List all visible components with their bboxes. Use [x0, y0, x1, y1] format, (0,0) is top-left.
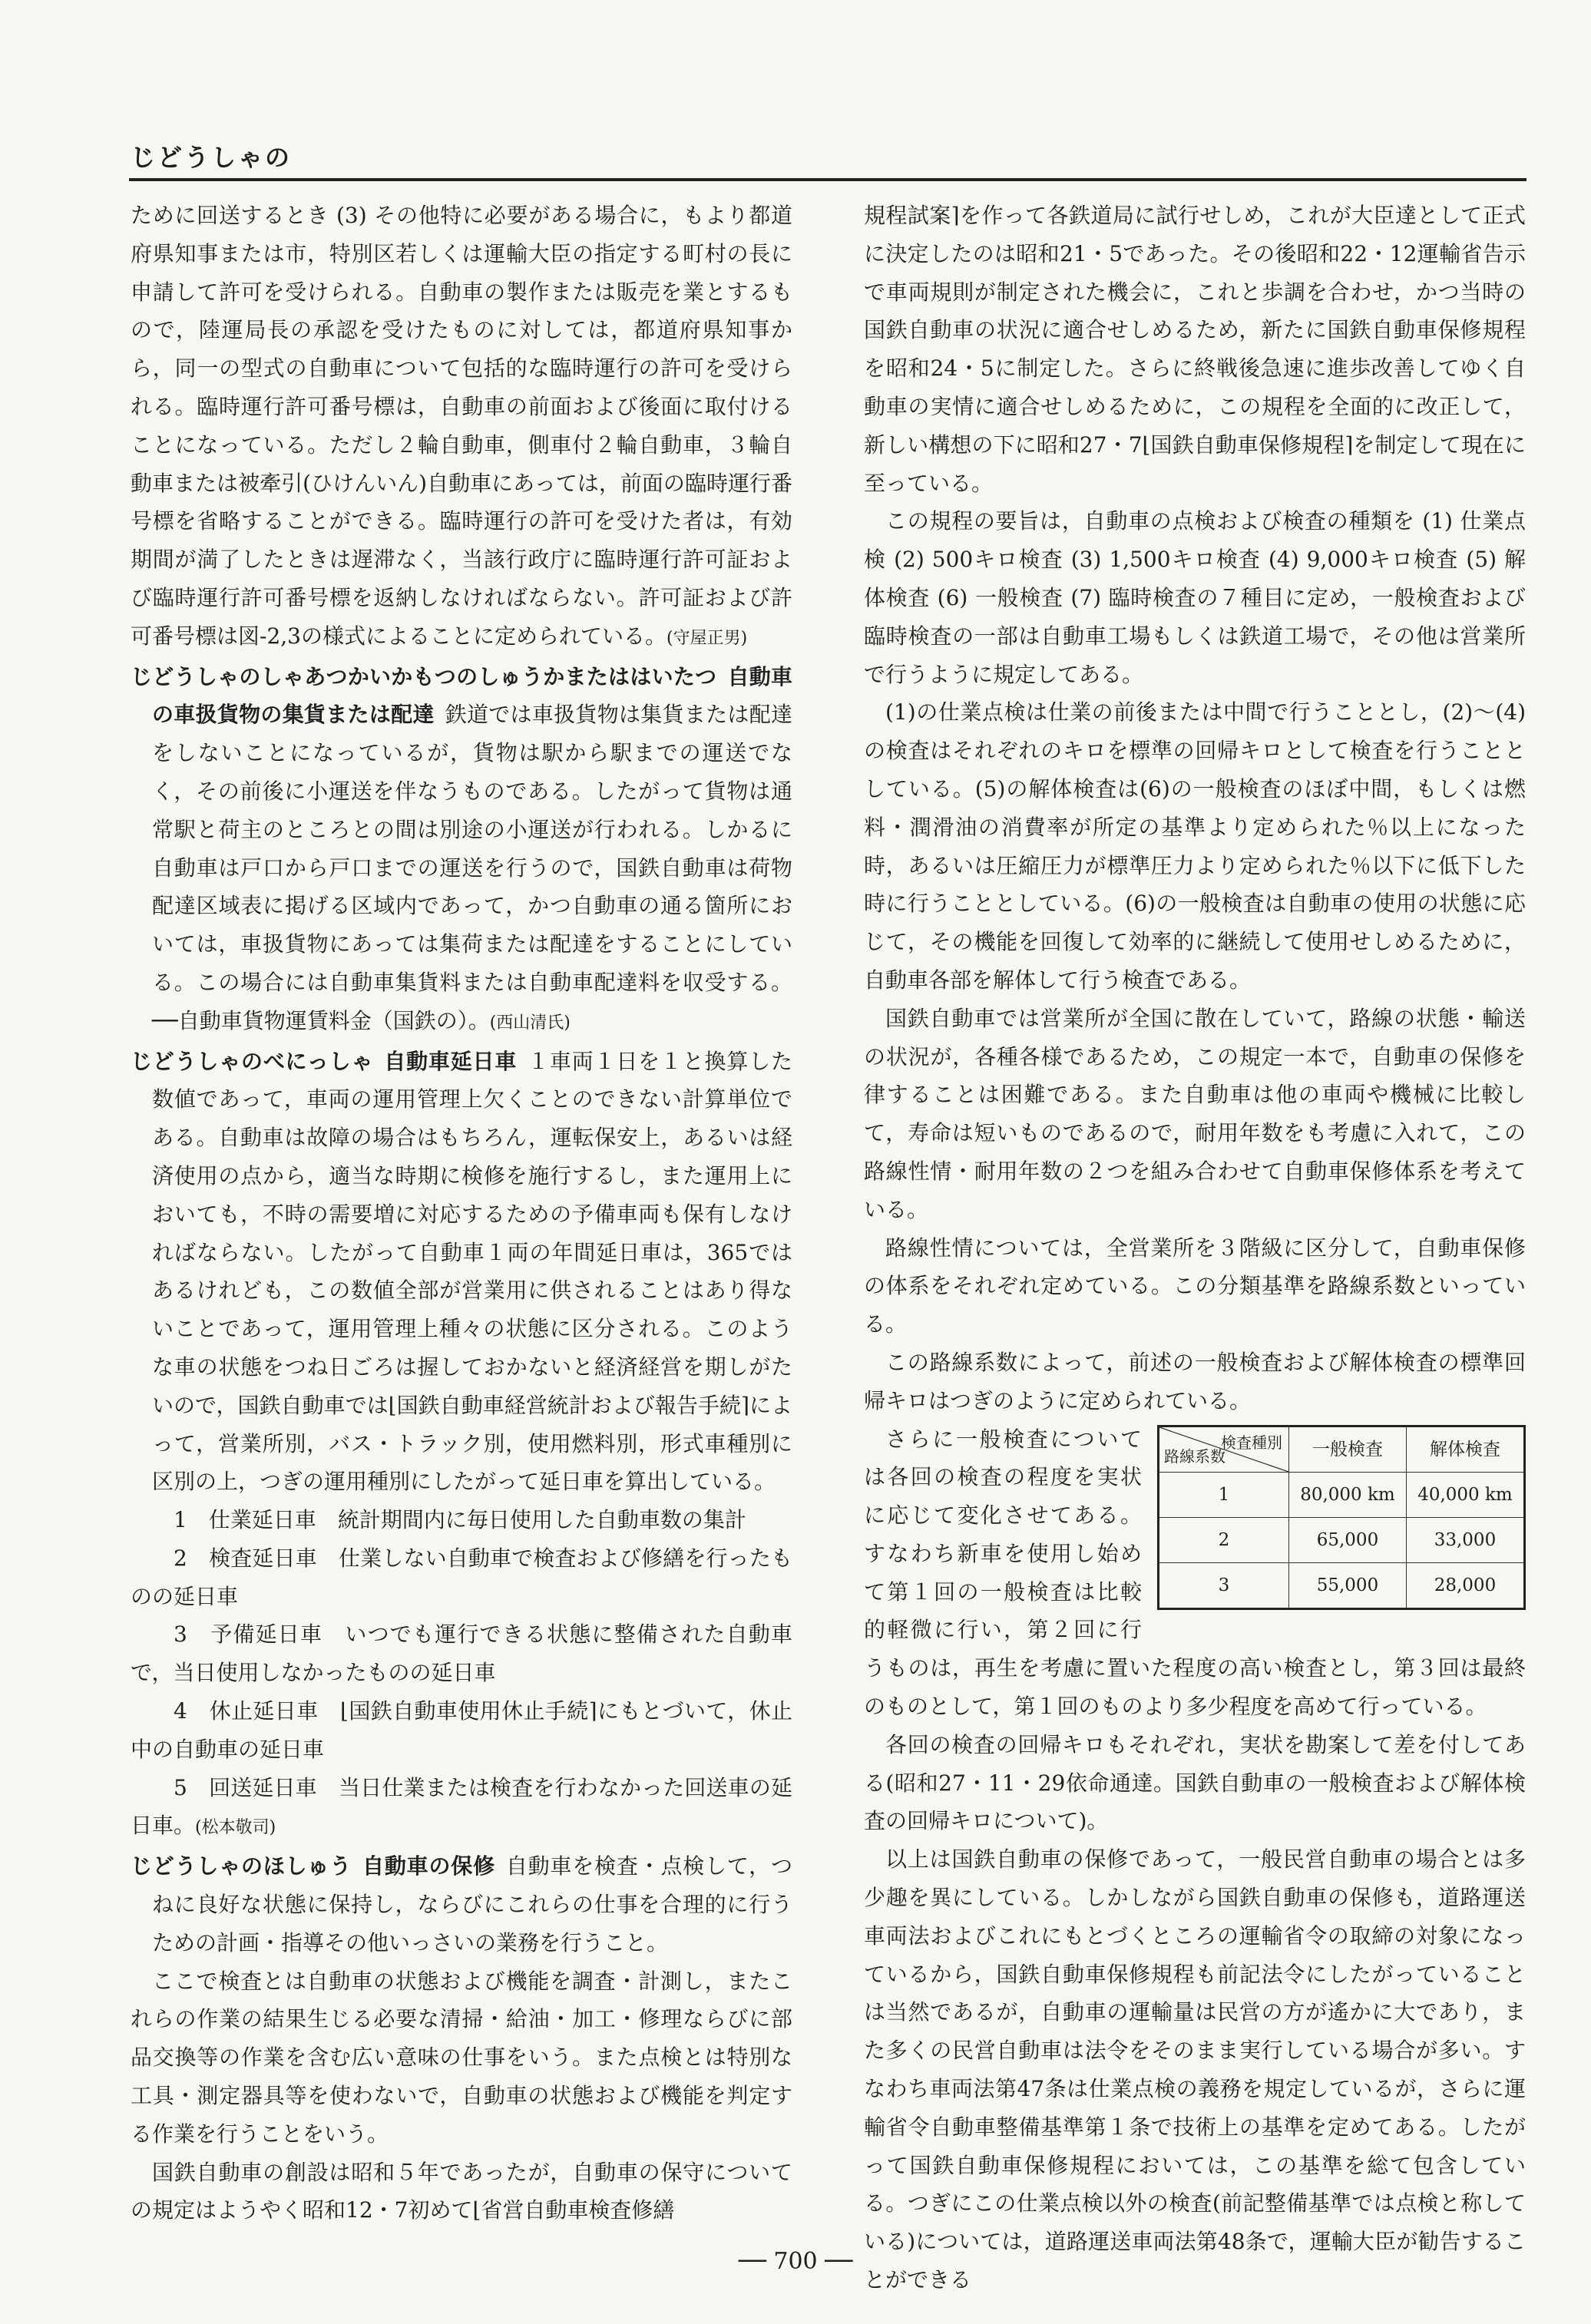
paragraph: (1)の仕業点検は仕業の前後または中間で行うこととし，(2)～(4)の検査はそれぞれのキロを標準の回帰キロとして検査を行うこととしている。(5)の解体検査は(6)の一般検査のほぼ中間，もしくは燃料・潤滑油の消費率が所定の基準より定められた％以上になった時，あるいは圧縮圧力が標準圧力より定められた％以下に低下した時に行うこととしている。(6)の一般検査は自動車の使用の状態に応じて，その機能を回復して効率的に継続して使用せしめるために，自動車各部を解体して行う検査である。	[864, 699, 1526, 993]
table-cell: 55,000	[1289, 1562, 1407, 1608]
table-cell: 33,000	[1406, 1517, 1524, 1562]
list-item	[131, 1501, 792, 1539]
paragraph: 路線性情については，全営業所を３階級に区分して，自動車保修の体系をそれぞれ定めている。この分類基準を路線系数といっている。	[864, 1235, 1526, 1337]
entry-headword: じどうしゃのしゃあつかいかもつのしゅうかまたははいたつ	[131, 663, 717, 689]
table-cell: 1	[1159, 1472, 1289, 1517]
list-item	[131, 1615, 792, 1692]
list-desc: 当日仕業または検査を行わなかった回送車の延日車。	[131, 1774, 792, 1839]
list-number: 4	[174, 1698, 187, 1724]
list-desc: ⌊国鉄自動車使用休止手続⌉にもとづいて，休止中の自動車の延日車	[131, 1698, 792, 1762]
table-row	[1159, 1472, 1525, 1517]
corner-label-bottom: 路線系数	[1164, 1446, 1226, 1466]
table-cell: 28,000	[1406, 1562, 1524, 1608]
inspection-interval-table	[1157, 1425, 1526, 1610]
list-item	[131, 1769, 792, 1848]
entry-heading: 自動車の車扱貨物の集貨または配達	[152, 663, 792, 728]
running-head: じどうしゃの	[131, 143, 293, 172]
table-cell: 65,000	[1289, 1517, 1407, 1562]
page-number: ── 700 ──	[738, 2248, 853, 2275]
column-header: 一般検査	[1289, 1426, 1407, 1472]
table-header-row	[1159, 1426, 1525, 1472]
entry-body: 自動車を検査・点検して，つねに良好な状態に保持し，ならびにこれらの仕事を合理的に行うための計画・指導その他いっさいの業務を行うこと。	[152, 1853, 792, 1955]
paragraph: 規程試案⌉を作って各鉄道局に試行せしめ，これが大臣達として正式に決定したのは昭和21・5であった。その後昭和22・12運輸省告示で車両規則が制定された機会に，これと歩調を合わせ，かつ当時の国鉄自動車の状況に適合せしめるため，新たに国鉄自動車保修規程を昭和24・5に制定した。さらに終戦後急速に進歩改善してゆく自動車の実情に適合せしめるために，この規程を全面的に改正して，新しい構想の下に昭和27・7⌊国鉄自動車保修規程⌉を制定して現在に至っている。	[864, 203, 1526, 496]
list-number: 2	[174, 1545, 187, 1571]
author-credit: (西山清氏)	[489, 1013, 571, 1033]
entry-body: １車両１日を１と換算した数値であって，車両の運用管理上欠くことのできない計算単位である。自動車は故障の場合はもちろん，運転保安上，あるいは経済使用の点から，適当な時期に検修を施行するし，また運用上においても，不時の需要増に対応するための予備車両も保有しなければならない。したがって自動車１両の年間延日車は，365ではあるけれども，この数値全部が営業用に供されることはあり得ないことであって，運用管理上種々の状態に区分される。このような車の状態をつね日ごろは握しておかないと経済経営を期しがたいので，国鉄自動車では⌊国鉄自動車経営統計および報告手続⌉によって，営業所別，バス・トラック別，使用燃料別，形式車種別に区別の上，つぎの運用種別にしたがって延日車を算出している。	[152, 1048, 792, 1495]
paragraph: 国鉄自動車の創設は昭和５年であったが，自動車の保守についての規定はようやく昭和12・7初めて⌊省営自動車検査修繕	[131, 2159, 792, 2223]
list-item	[131, 1539, 792, 1616]
entry-body: 鉄道では車扱貨物は集貨または配達をしないことになっているが，貨物は駅から駅までの運送でなく，その前後に小運送を伴なうものである。したがって貨物は通常駅と荷主のところとの間は別途の小運送が行われる。しかるに自動車は戸口から戸口までの運送を行うので，国鉄自動車は荷物配達区域表に掲げる区域内であって，かつ自動車の通る箇所においては，車扱貨物にあっては集荷または配達をすることにしている。この場合には自動車集貨料または自動車配達料を収受する。──自動車貨物運賃料金（国鉄の）。	[152, 702, 792, 1033]
list-number: 1	[174, 1507, 187, 1533]
list-desc: いつでも運行できる状態に整備された自動車で，当日使用しなかったものの延日車	[131, 1622, 792, 1686]
paragraph: この規程の要旨は，自動車の点検および検査の種類を (1) 仕業点検 (2) 500キロ検査 (3) 1,500キロ検査 (4) 9,000キロ検査 (5) 解体検査 (6) 一般検査 (7) 臨時検査の７種目に定め，一般検査および臨時検査の一部は自動車工場もしくは鉄道工場で，その他は営業所で行うように規定してある。	[864, 508, 1526, 687]
entry-headword: じどうしゃのほしゅう	[131, 1853, 352, 1879]
paragraph: この路線系数によって，前述の一般検査および解体検査の標準回帰キロはつぎのように定められている。	[864, 1349, 1526, 1413]
left-column	[131, 197, 792, 2231]
list-desc: 仕業しない自動車で検査および修繕を行ったものの延日車	[131, 1545, 792, 1609]
list-number: 3	[174, 1622, 187, 1648]
entry-headword: じどうしゃのべにっしゃ	[131, 1048, 374, 1074]
column-header: 解体検査	[1406, 1426, 1524, 1472]
inspection-interval-table-wrap	[1157, 1425, 1526, 1610]
table-cell: 2	[1159, 1517, 1289, 1562]
table-cell: 3	[1159, 1562, 1289, 1608]
paragraph: 各回の検査の回帰キロもそれぞれ，実状を勘案して差を付してある(昭和27・11・29依命通達。国鉄自動車の一般検査および解体検査の回帰キロについて)。	[864, 1731, 1526, 1834]
list-term: 検査延日車	[209, 1545, 317, 1571]
list-desc: 統計期間内に毎日使用した自動車数の集計	[337, 1507, 746, 1533]
table-cell: 40,000 km	[1406, 1472, 1524, 1517]
list-item	[131, 1692, 792, 1769]
list-term: 予備延日車	[210, 1622, 323, 1648]
list-term: 仕業延日車	[208, 1507, 316, 1533]
paragraph: さらに一般検査については各回の検査の程度を実状に応じて変化させてある。すなわち新車を使用し始めて第１回の一般検査は比較的軽微に行い，第２回に行うものは，再生を考慮に置いた程度の高い検査とし，第３回は最終のものとして，第１回のものより多少程度を高めて行っている。	[864, 1426, 1526, 1720]
table-cell: 80,000 km	[1289, 1472, 1407, 1517]
dictionary-entry	[131, 658, 792, 1043]
entry-heading: 自動車の保修	[362, 1853, 495, 1879]
paragraph	[131, 197, 792, 658]
list-term: 休止延日車	[209, 1698, 319, 1724]
table-corner-cell	[1159, 1426, 1289, 1472]
paragraph: ここで検査とは自動車の状態および機能を調査・計測し，またこれらの作業の結果生じる必要な清掃・給油・加工・修理ならびに部品交換等の作業を含む広い意味の仕事をいう。また点検とは特別な工具・測定器具等を使わないで，自動車の状態および機能を判定する作業を行うことをいう。	[131, 1968, 792, 2147]
paragraph-with-table	[864, 1420, 1526, 1726]
dictionary-entry	[131, 1043, 792, 1502]
dictionary-entry	[131, 1847, 792, 1962]
table-row	[1159, 1517, 1525, 1562]
paragraph: 国鉄自動車では営業所が全国に散在していて，路線の状態・輸送の状況が，各種各様であるため，この規定一本で，自動車の保修を律することは困難である。また自動車は他の車両や機械に比較して，寿命は短いものであるので，耐用年数をも考慮に入れて，この路線性情・耐用年数の２つを組み合わせて自動車保修体系を考えている。	[864, 1005, 1526, 1222]
header-rule	[129, 178, 1526, 181]
list-number: 5	[174, 1774, 187, 1800]
right-column	[864, 197, 1526, 2293]
paragraph-text: ために回送するとき (3) その他特に必要がある場合に，もより都道府県知事または市，特別区若しくは運輸大臣の指定する町村の長に申請して許可を受けられる。自動車の製作または販売を業とするもので，陸運局長の承認を受けたものに対しては，都道府県知事から，同一の型式の自動車について包括的な臨時運行の許可を受けられる。臨時運行許可番号標は，自動車の前面および後面に取付けることになっている。ただし２輪自動車，側車付２輪自動車，３輪自動車または被牽引(ひけんいん)自動車にあっては，前面の臨時運行番号標を省略することができる。臨時運行の許可を受けた者は，有効期間が満了したときは遅滞なく，当該行政庁に臨時運行許可証および臨時運行許可番号標を返納しなければならない。許可証および許可番号標は図-2,3の様式によることに定められている。	[131, 203, 792, 649]
author-credit: (守屋正男)	[666, 628, 748, 648]
entry-heading: 自動車延日車	[384, 1048, 518, 1074]
author-credit: (松本敬司)	[195, 1818, 276, 1838]
list-term: 回送延日車	[209, 1774, 317, 1800]
corner-label-top: 検査種別	[1221, 1433, 1282, 1452]
table-row	[1159, 1562, 1525, 1608]
paragraph: 以上は国鉄自動車の保修であって，一般民営自動車の場合とは多少趣を異にしている。しかしながら国鉄自動車の保修も，道路運送車両法およびこれにもとづくところの運輸省令の取締の対象になっているから，国鉄自動車保修規程も前記法令にしたがっていることは当然であるが，自動車の運輸量は民営の方が遙かに大であり，また多くの民営自動車は法令をそのまま実行している場合が多い。すなわち車両法第47条は仕業点検の義務を規定しているが，さらに運輸省令自動車整備基準第１条で技術上の基準を定めてある。したがって国鉄自動車保修規程においては，この基準を総て包含している。つぎにこの仕業点検以外の検査(前記整備基準では点検と称している)については，道路運送車両法第48条で，運輸大臣が勧告することができる	[864, 1846, 1526, 2293]
